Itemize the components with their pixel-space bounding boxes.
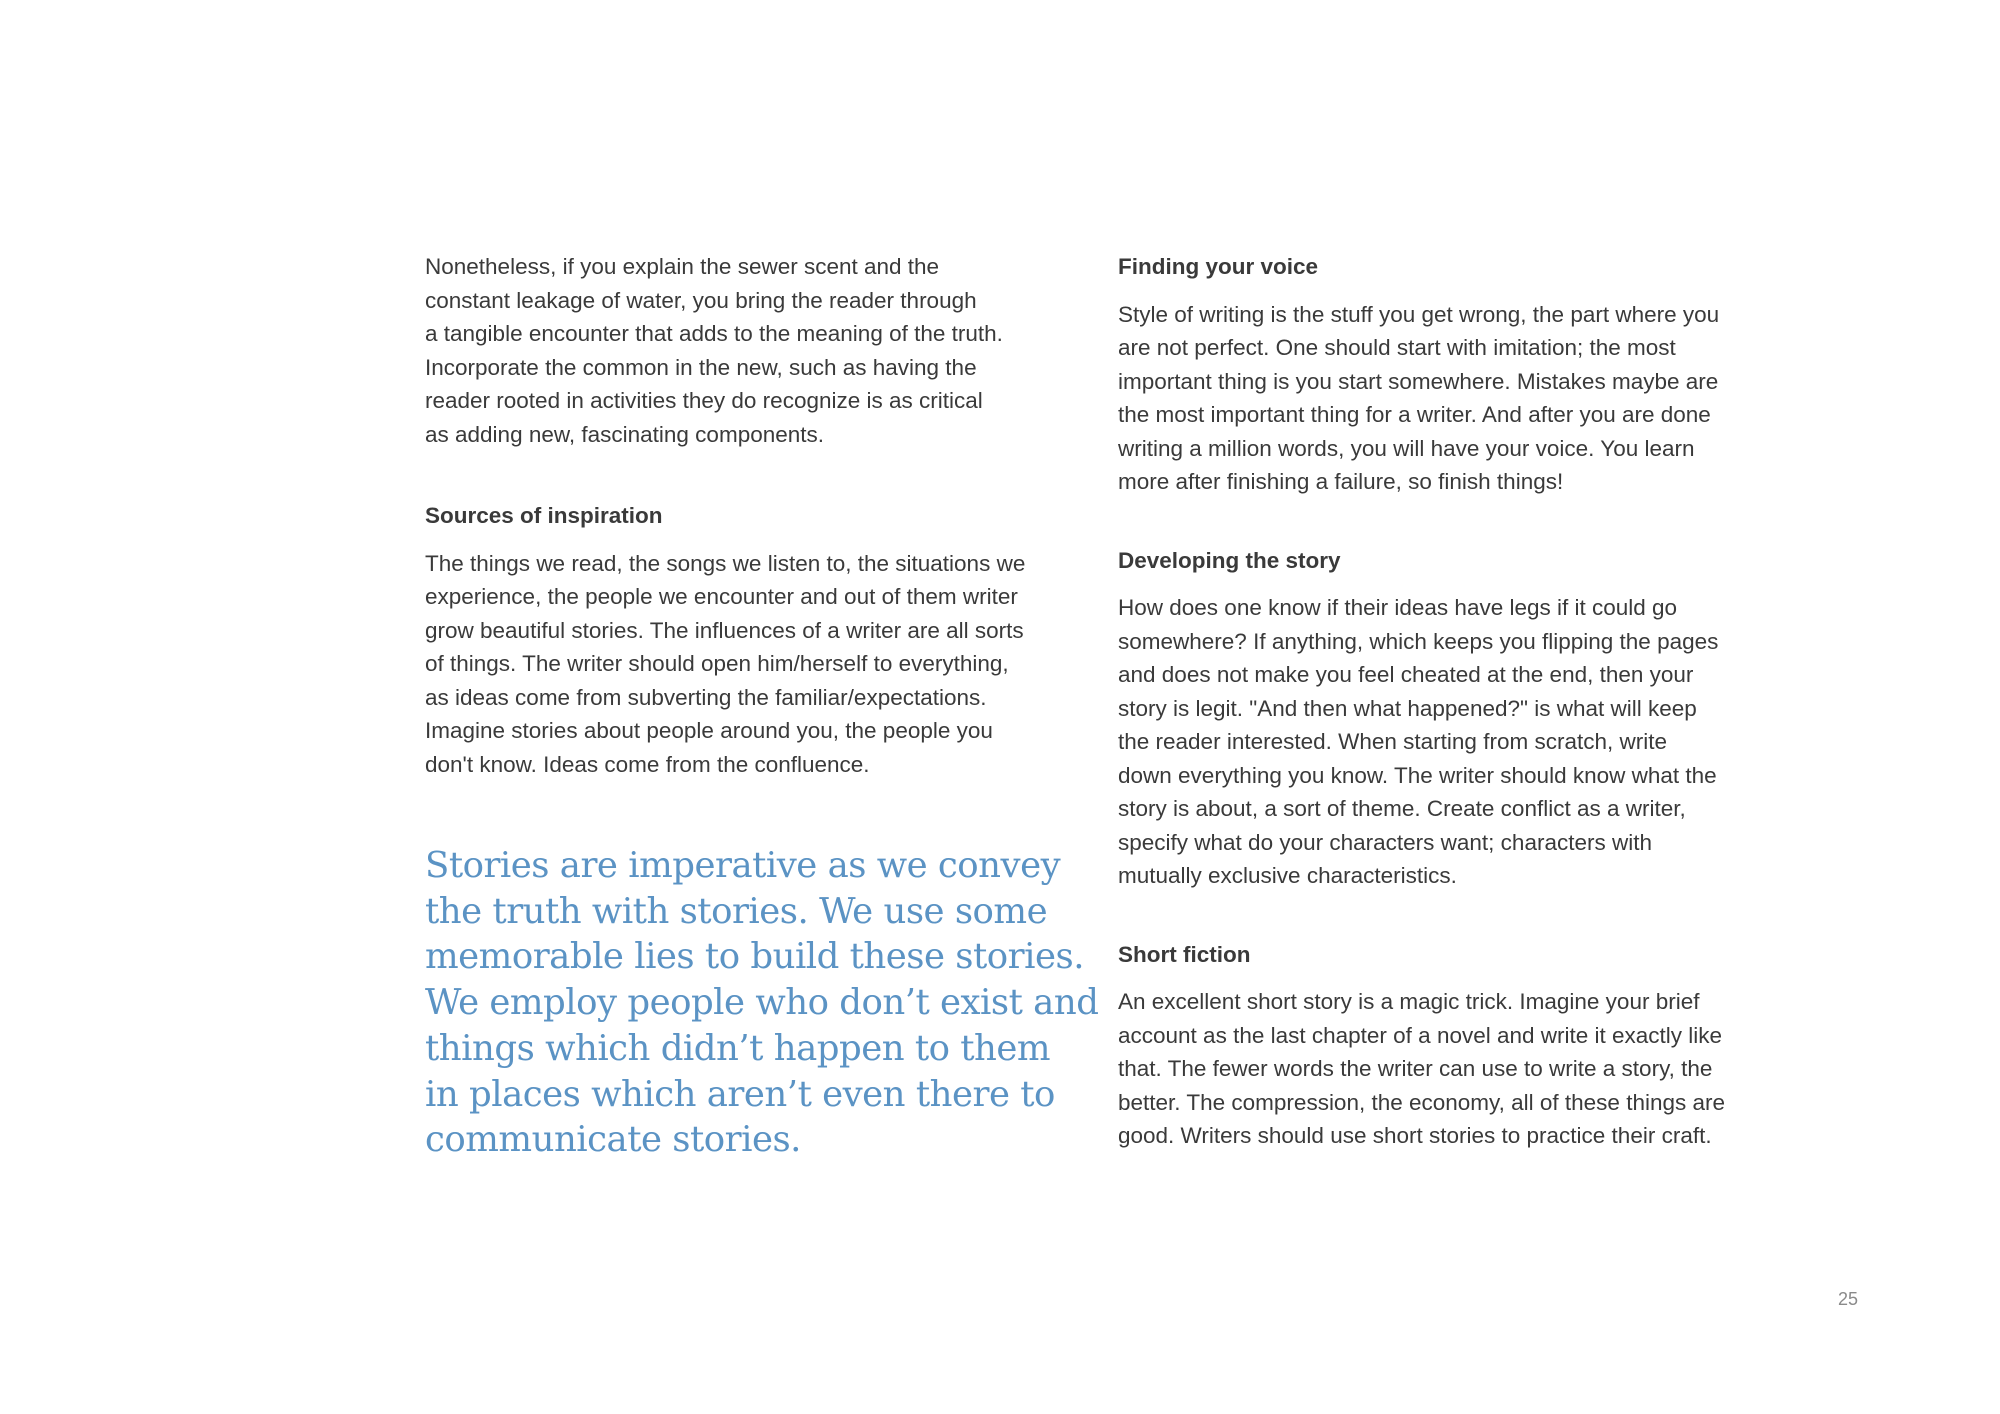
quote-line: We employ people who don’t exist and: [425, 982, 1099, 1024]
text-line: more after finishing a failure, so finish things!: [1118, 469, 1564, 494]
text-line: Nonetheless, if you explain the sewer scent and the: [425, 254, 940, 279]
text-line: important thing is you start somewhere. Mistakes maybe are: [1118, 368, 1719, 394]
text-line: account as the last chapter of a novel and write it exactly like: [1118, 1022, 1723, 1048]
voice-heading: Finding your voice: [1118, 254, 1319, 279]
text-line: grow beautiful stories. The influences of a writer are all sorts: [425, 617, 1024, 643]
quote-line: Stories are imperative as we convey: [425, 845, 1061, 886]
text-line: experience, the people we encounter and out of them writer: [425, 584, 1018, 609]
text-line: mutually exclusive characteristics.: [1118, 863, 1457, 888]
fiction-heading: Short fiction: [1118, 941, 1251, 967]
sources-heading: Sources of inspiration: [425, 503, 663, 528]
quote-line: communicate stories.: [425, 1119, 801, 1161]
text-line: How does one know if their ideas have legs if it could go: [1118, 595, 1678, 620]
pull-quote: [425, 843, 1099, 1163]
text-line: that. The fewer words the writer can use to write a story, the: [1118, 1056, 1713, 1081]
quote-line: the truth with stories. We use some: [425, 890, 1048, 932]
text-line: constant leakage of water, you bring the reader through: [425, 287, 977, 313]
quote-line: in places which aren’t even there to: [425, 1073, 1055, 1115]
quote-line: things which didn’t happen to them: [425, 1027, 1051, 1069]
voice-paragraph: [1118, 298, 1778, 499]
story-paragraph: [1118, 591, 1778, 893]
text-line: better. The compression, the economy, all of these things are: [1118, 1089, 1726, 1115]
text-line: The things we read, the songs we listen to, the situations we: [425, 550, 1026, 576]
page-number: 25: [1837, 1289, 1858, 1309]
text-line: a tangible encounter that adds to the meaning of the truth.: [425, 321, 1003, 346]
text-line: Imagine stories about people around you, the people you: [425, 718, 993, 743]
left-column: [425, 250, 1099, 1163]
text-line: Incorporate the common in the new, such as having the: [425, 354, 977, 380]
text-line: as ideas come from subverting the familiar/expectations.: [425, 684, 987, 710]
text-line: are not perfect. One should start with imitation; the most: [1118, 335, 1676, 360]
text-line: story is legit. "And then what happened?" is what will keep: [1118, 695, 1697, 721]
text-line: specify what do your characters want; characters with: [1118, 829, 1652, 855]
text-line: as adding new, fascinating components.: [425, 421, 825, 447]
right-column: [1118, 250, 1778, 1153]
text-line: don't know. Ideas come from the confluence.: [425, 751, 870, 777]
sources-paragraph: [425, 547, 1065, 782]
text-line: of things. The writer should open him/herself to everything,: [425, 651, 1009, 676]
text-line: the reader interested. When starting from scratch, write: [1118, 729, 1667, 754]
text-line: the most important thing for a writer. And after you are done: [1118, 402, 1711, 427]
text-line: story is about, a sort of theme. Create conflict as a writer,: [1118, 796, 1686, 821]
intro-paragraph: [425, 250, 1065, 451]
text-line: down everything you know. The writer should know what the: [1118, 762, 1717, 788]
text-line: and does not make you feel cheated at the end, then your: [1118, 662, 1694, 687]
text-line: somewhere? If anything, which keeps you flipping the pages: [1118, 628, 1719, 654]
story-heading: Developing the story: [1118, 547, 1341, 573]
text-line: reader rooted in activities they do recognize is as critical: [425, 388, 983, 413]
text-line: writing a million words, you will have your voice. You learn: [1118, 435, 1695, 461]
text-line: An excellent short story is a magic trick. Imagine your brief: [1118, 989, 1700, 1014]
text-line: good. Writers should use short stories to practice their craft.: [1118, 1123, 1712, 1148]
text-line: Style of writing is the stuff you get wrong, the part where you: [1118, 301, 1720, 327]
quote-line: memorable lies to build these stories.: [425, 936, 1085, 978]
fiction-paragraph: [1118, 985, 1778, 1153]
